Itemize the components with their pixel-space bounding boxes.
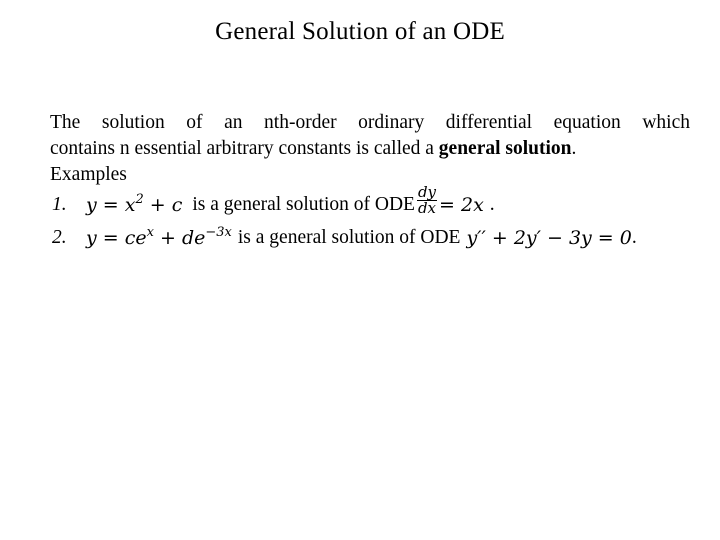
example-end: . bbox=[489, 194, 495, 215]
ode-equation: y′′ + 2y′ − 3y = 0 bbox=[466, 227, 632, 249]
example-item bbox=[50, 221, 690, 254]
fraction-numerator: dy bbox=[417, 182, 437, 201]
example-text: is a general solution of ODE bbox=[192, 194, 415, 215]
definition-line-2 bbox=[50, 136, 690, 162]
definition-text: contains n essential arbitrary constants is called a bbox=[50, 138, 439, 159]
definition-line-1: The solution of an nth-order ordinary differential equation which bbox=[50, 112, 690, 133]
example-text: is a general solution of ODE bbox=[237, 227, 461, 248]
example-number: 1. bbox=[52, 194, 67, 215]
definition-paragraph bbox=[50, 110, 690, 162]
slide-title: General Solution of an ODE bbox=[215, 18, 505, 45]
ode-equation: = 2x bbox=[439, 194, 484, 216]
example-number: 2. bbox=[52, 227, 67, 248]
slide-body bbox=[50, 110, 690, 254]
examples-list bbox=[50, 182, 690, 254]
example-item bbox=[50, 182, 690, 221]
example-content bbox=[86, 225, 637, 251]
example-content bbox=[86, 182, 495, 218]
fraction-denominator: dx bbox=[417, 198, 437, 217]
solution-formula: $y = x^2 + c$ bbox=[86, 192, 183, 216]
solution-formula: $y = ce^x + de^{-3x}$ bbox=[86, 225, 232, 249]
examples-label: Examples bbox=[50, 164, 127, 185]
example-end: . bbox=[631, 227, 637, 248]
derivative-fraction bbox=[417, 182, 437, 217]
definition-period: . bbox=[571, 138, 577, 159]
definition-term: general solution bbox=[438, 138, 572, 159]
